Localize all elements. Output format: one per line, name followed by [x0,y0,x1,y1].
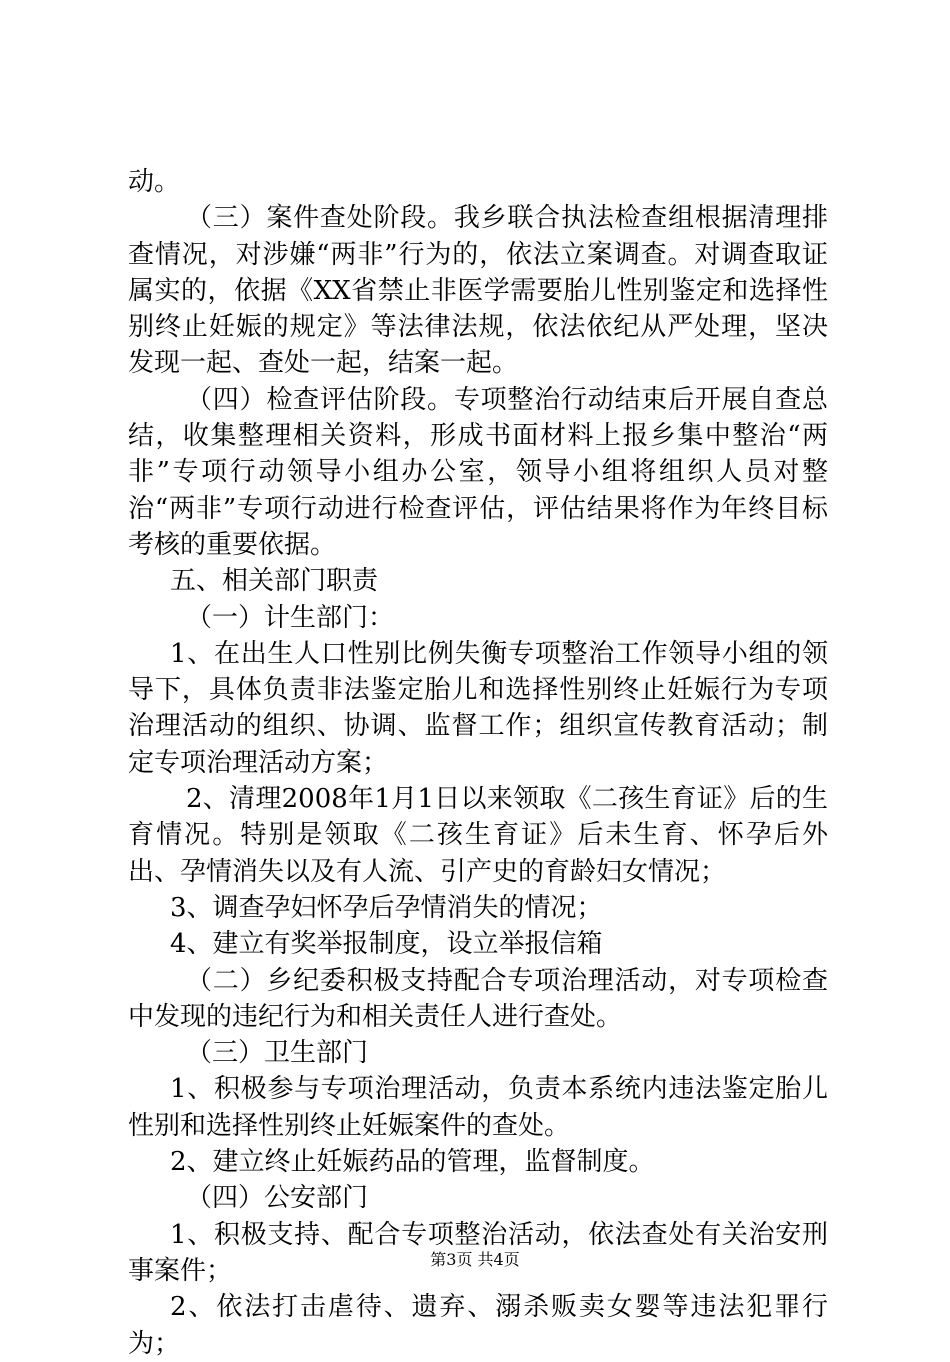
subsection-heading: （三）卫生部门 [186,1038,369,1069]
paragraph: （四）检查评估阶段。专项整治行动结束后开展自查总结，收集整理相关资料，形成书面材料上报乡集中整治“两非”专项行动领导小组办公室，领导小组将组织人员对整治“两非”专项行动进行检查评估，评估结果将作为年终目标考核的重要依据。 [128,384,828,560]
paragraph: （三）案件查处阶段。我乡联合执法检查组根据清理排查情况，对涉嫌“两非”行为的，依法立案调查。对调查取证属实的，依据《XX省禁止非医学需要胎儿性别鉴定和选择性别终止妊娠的规定》等法律法规，依法依纪从严处理，坚决发现一起、查处一起，结案一起。 [128,203,828,379]
paragraph: 4、建立有奖举报制度，设立举报信箱 [170,929,603,960]
document-body [128,164,828,1362]
paragraph: 1、积极支持、配合专项整治活动，依法查处有关治安刑事案件； [128,1219,828,1286]
section-heading: 五、相关部门职责 [170,566,379,597]
subsection-heading: （一）计生部门： [186,602,395,633]
paragraph: 1、积极参与专项治理活动，负责本系统内违法鉴定胎儿性别和选择性别终止妊娠案件的查处。 [128,1074,828,1141]
paragraph: 3、调查孕妇怀孕后孕情消失的情况； [170,892,603,923]
paragraph: 2、依法打击虐待、遗弃、溺杀贩卖女婴等违法犯罪行为； [128,1292,828,1359]
paragraph: （二）乡纪委积极支持配合专项治理活动，对专项检查中发现的违纪行为和相关责任人进行查处。 [128,965,828,1032]
paragraph: 1、在出生人口性别比例失衡专项整治工作领导小组的领导下，具体负责非法鉴定胎儿和选择性别终止妊娠行为专项治理活动的组织、协调、监督工作；组织宣传教育活动；制定专项治理活动方案； [128,638,828,778]
subsection-heading: （四）公安部门 [186,1183,369,1214]
paragraph: 2、清理2008年1月1日以来领取《二孩生育证》后的生育情况。特别是领取《二孩生育证》后未生育、怀孕后外出、孕情消失以及有人流、引产史的育龄妇女情况； [128,784,828,887]
page-footer: 第3页 共4页 [430,1250,520,1269]
paragraph: 2、建立终止妊娠药品的管理，监督制度。 [170,1147,655,1178]
paragraph: 动。 [128,167,181,197]
